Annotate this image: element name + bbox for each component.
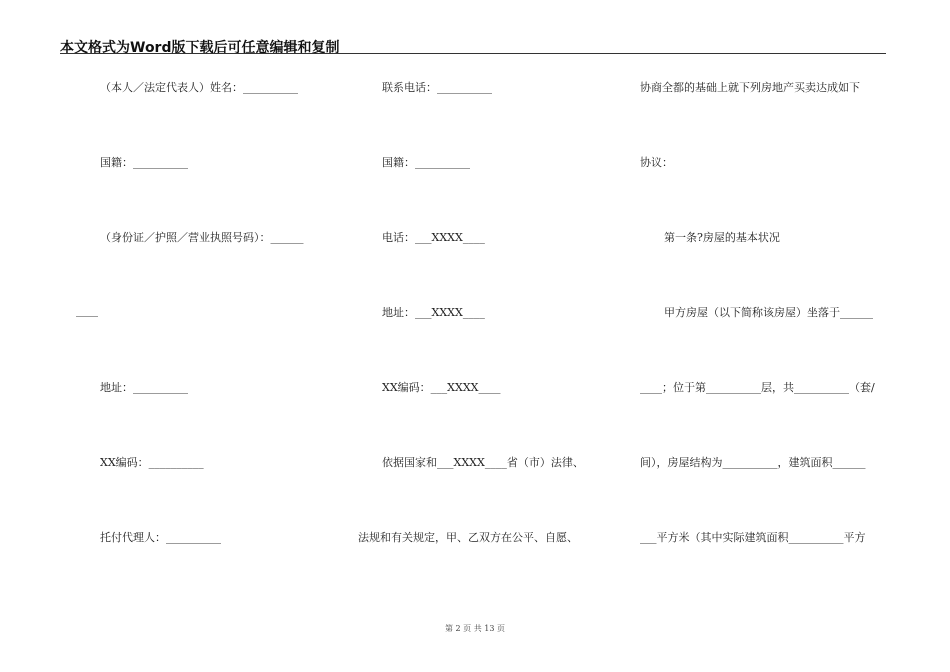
left-line-5: 地址：__________ <box>100 381 188 394</box>
middle-line-7: 法规和有关规定，甲、乙双方在公平、自愿、 <box>358 531 578 544</box>
right-line-2: 协议： <box>640 156 673 169</box>
right-line-1: 协商全都的基础上就下列房地产买卖达成如下 <box>640 81 860 94</box>
right-line-7: ___平方米（其中实际建筑面积__________平方 <box>640 531 866 544</box>
left-line-2: 国籍：__________ <box>100 156 188 169</box>
left-line-7: 托付代理人：__________ <box>100 531 221 544</box>
right-line-3: 第一条?房屋的基本状况 <box>664 231 780 244</box>
right-line-6: 间），房屋结构为__________，建筑面积______ <box>640 456 866 469</box>
left-line-4: ____ <box>76 304 98 317</box>
right-line-4: 甲方房屋（以下简称该房屋）坐落于______ <box>664 306 873 319</box>
middle-line-5: XX编码：___XXXX____ <box>382 381 501 394</box>
middle-line-3: 电话：___XXXX____ <box>382 231 485 244</box>
middle-line-2: 国籍：__________ <box>382 156 470 169</box>
left-line-1: （本人／法定代表人）姓名：__________ <box>100 81 298 94</box>
middle-line-1: 联系电话：__________ <box>382 81 492 94</box>
middle-line-4: 地址：___XXXX____ <box>382 306 485 319</box>
left-line-6: XX编码：__________ <box>100 456 204 469</box>
left-line-3: （身份证／护照／营业执照号码）：______ <box>100 231 304 244</box>
right-line-5: ____；位于第__________层，共__________（套/ <box>640 381 875 394</box>
header-divider <box>60 53 886 54</box>
page-number: 第 2 页 共 13 页 <box>445 624 505 633</box>
document-header-title: 本文格式为Word版下载后可任意编辑和复制 <box>60 40 340 56</box>
middle-line-6: 依据国家和___XXXX____省（市）法律、 <box>382 456 584 469</box>
